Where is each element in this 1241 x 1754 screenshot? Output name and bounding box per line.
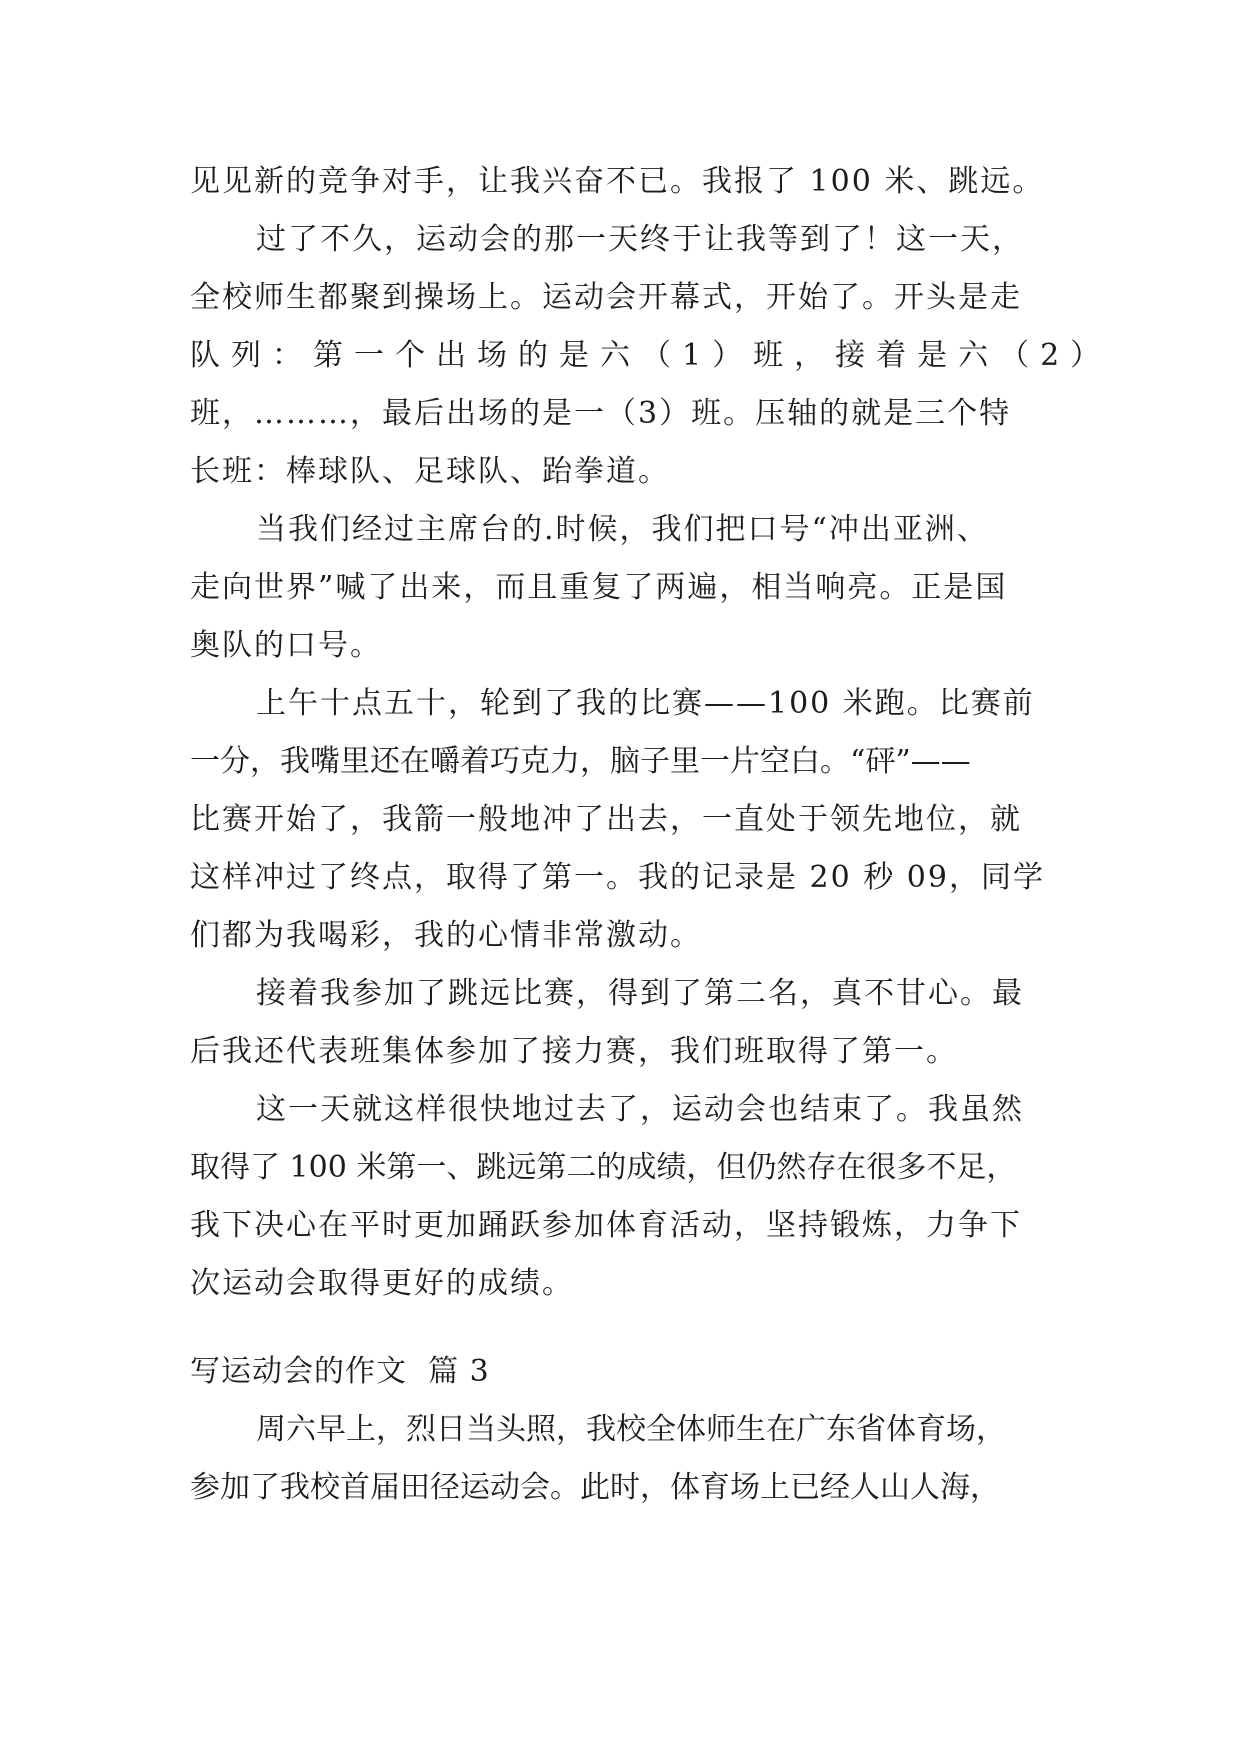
text-line: 奥队的口号。: [190, 628, 382, 663]
text-line: 队列：第一个出场的是六（1）班，接着是六（2）: [190, 338, 1112, 373]
text-line: 这样冲过了终点，取得了第一。我的记录是 20 秒 09，同学: [190, 860, 1045, 895]
text-line: 次运动会取得更好的成绩。: [190, 1266, 574, 1301]
text-line: 后我还代表班集体参加了接力赛，我们班取得了第一。: [190, 1034, 958, 1069]
text-line: 取得了 100 米第一、跳远第二的成绩，但仍然存在很多不足，: [190, 1150, 1017, 1185]
text-line: 见见新的竞争对手，让我兴奋不已。我报了 100 米、跳远。: [190, 164, 1045, 199]
text-line: 比赛开始了，我箭一般地冲了出去，一直处于领先地位，就: [190, 802, 1022, 837]
text-line: 们都为我喝彩，我的心情非常激动。: [190, 918, 702, 953]
text-line: 走向世界”喊了出来，而且重复了两遍，相当响亮。正是国: [190, 570, 1008, 605]
paragraph-start-line: 接着我参加了跳远比赛，得到了第二名，真不甘心。最: [256, 976, 1024, 1011]
section-heading: 写运动会的作文 篇 3: [190, 1354, 490, 1389]
text-line: 我下决心在平时更加踊跃参加体育活动，坚持锻炼，力争下: [190, 1208, 1022, 1243]
paragraph-start-line: 当我们经过主席台的.时候，我们把口号“冲出亚洲、: [256, 512, 989, 547]
paragraph-start-line: 周六早上，烈日当头照，我校全体师生在广东省体育场，: [256, 1412, 1006, 1447]
paragraph-start-line: 上午十点五十，轮到了我的比赛——100 米跑。比赛前: [256, 686, 1035, 721]
paragraph-start-line: 这一天就这样很快地过去了，运动会也结束了。我虽然: [256, 1092, 1024, 1127]
text-line: 长班：棒球队、足球队、跆拳道。: [190, 454, 670, 489]
text-line: 参加了我校首届田径运动会。此时，体育场上已经人山人海，: [190, 1470, 1000, 1505]
paragraph-start-line: 过了不久，运动会的那一天终于让我等到了！这一天，: [256, 222, 1024, 257]
text-line: 班，………，最后出场的是一（3）班。压轴的就是三个特: [190, 396, 1012, 431]
text-line: 全校师生都聚到操场上。运动会开幕式，开始了。开头是走: [190, 280, 1022, 315]
text-line: 一分，我嘴里还在嚼着巧克力，脑子里一片空白。“砰”——: [190, 744, 971, 779]
